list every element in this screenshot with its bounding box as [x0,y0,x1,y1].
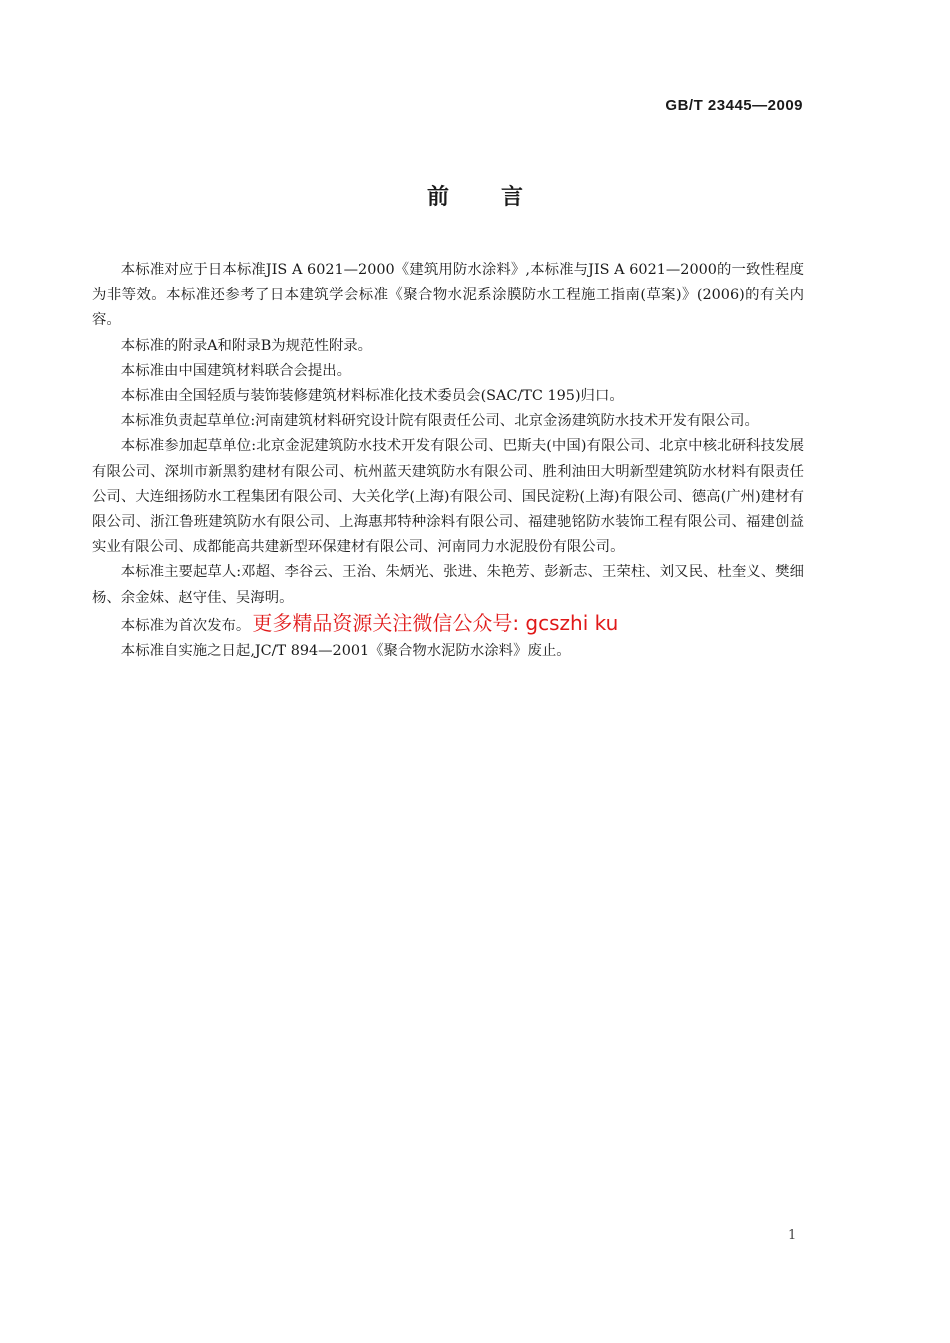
paragraph-first-release [92,611,804,639]
foreword-body [92,258,804,664]
standard-number: GB/T 23445—2009 [665,97,803,114]
paragraph-lead-drafters: 本标准负责起草单位:河南建筑材料研究设计院有限责任公司、北京金汤建筑防水技术开发有限公司。 [120,413,759,430]
paragraph-committee: 本标准由全国轻质与装饰装修建筑材料标准化技术委员会(SAC/TC 195)归口。 [120,388,624,405]
page-title: 前言 [426,185,575,210]
paragraph-correspondence: 本标准对应于日本标准JIS A 6021—2000《建筑用防水涂料》,本标准与JIS A 6021—2000的一致性程度为非等效。本标准还参考了日本建筑学会标准《聚合物水泥系涂膜防水工程施工指南(草案)》(2006)的有关内容。 [92,262,804,329]
page-number: 1 [788,1228,797,1243]
paragraph-proposer: 本标准由中国建筑材料联合会提出。 [120,362,352,379]
paragraph-abolition: 本标准自实施之日起,JC/T 894—2001《聚合物水泥防水涂料》废止。 [120,643,571,660]
paragraph-annexes: 本标准的附录A和附录B为规范性附录。 [120,337,373,354]
paragraph-participating-drafters: 本标准参加起草单位:北京金泥建筑防水技术开发有限公司、巴斯夫(中国)有限公司、北京中核北研科技发展有限公司、深圳市新黑豹建材有限公司、杭州蓝天建筑防水有限公司、胜利油田大明新型建筑防水材料有限责任公司、大连细扬防水工程集团有限公司、大关化学(上海)有限公司、国民淀粉(上海)有限公司、德高(广州)建材有限公司、浙江鲁班建筑防水有限公司、上海惠邦特种涂料有限公司、福建驰铭防水装饰工程有限公司、福建创益实业有限公司、成都能高共建新型环保建材有限公司、河南同力水泥股份有限公司。 [92,438,804,556]
first-release-text: 本标准为首次发布。 [120,617,251,634]
paragraph-main-drafters: 本标准主要起草人:邓超、李谷云、王治、朱炳光、张进、朱艳芳、彭新志、王荣柱、刘又民、杜奎义、樊细杨、余金妹、赵守佳、吴海明。 [92,564,804,606]
watermark-text: 更多精品资源关注微信公众号: gcszhi ku [252,610,619,635]
